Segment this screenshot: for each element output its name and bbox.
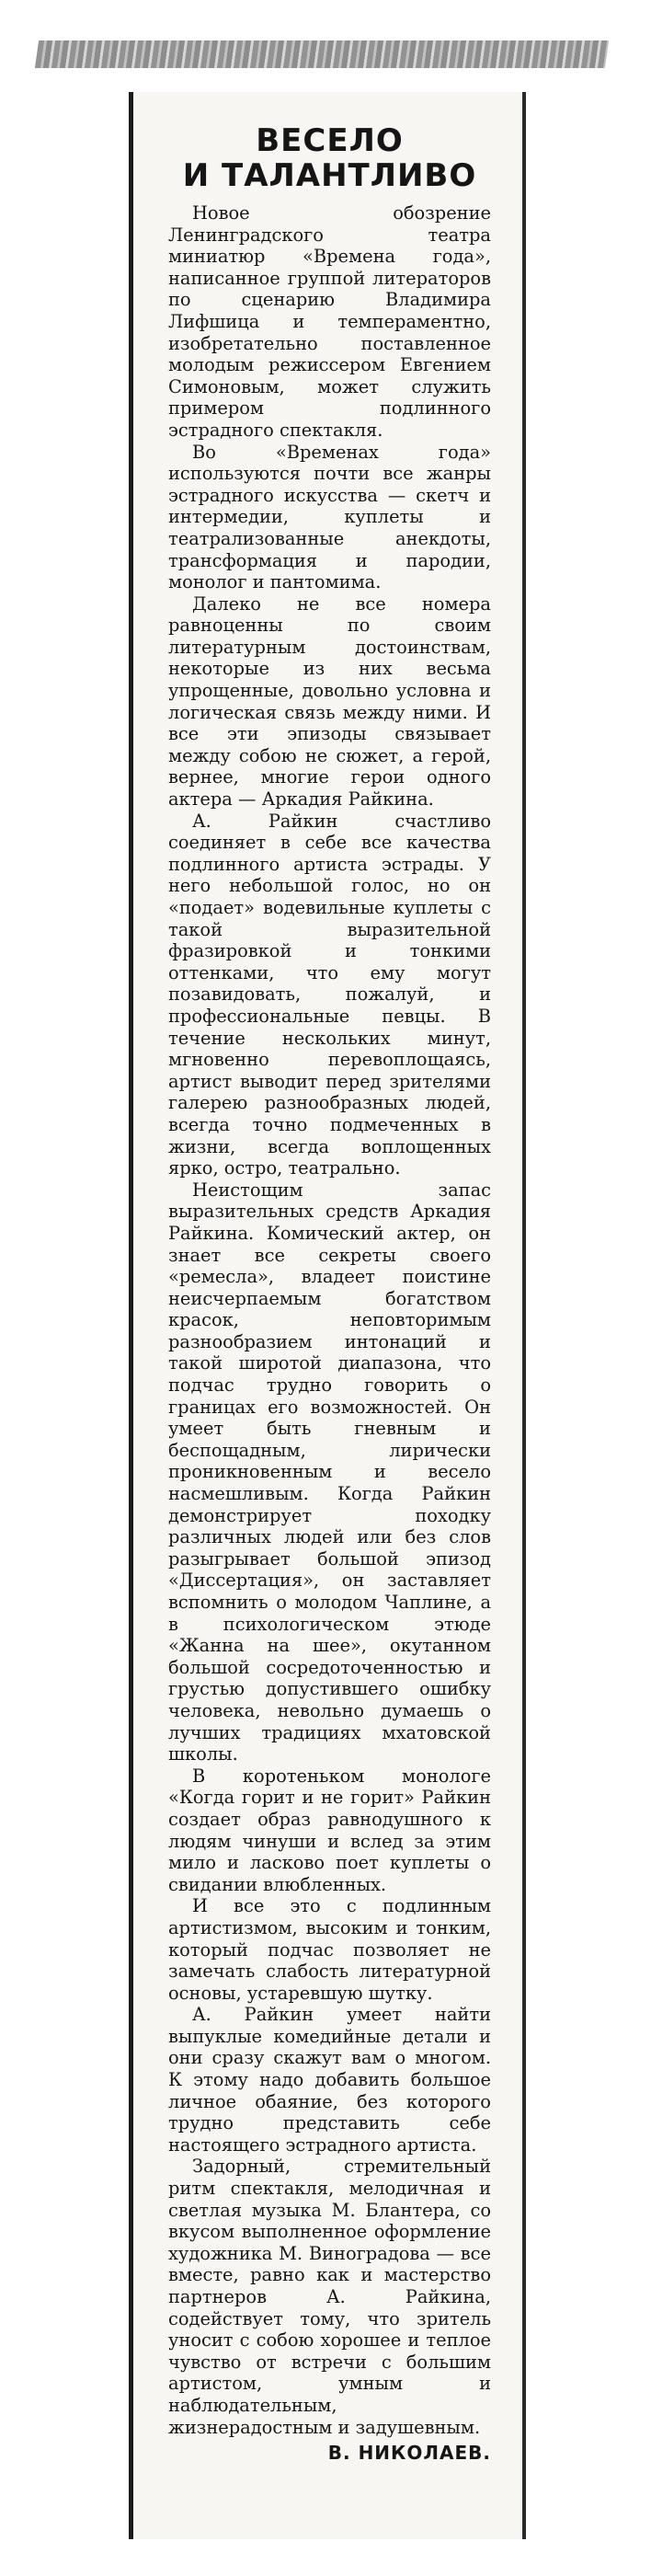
author-signature: В. НИКОЛАЕВ. [327,2442,491,2465]
clipping-top-edge [35,40,609,68]
paragraph-8: А. Райкин умеет найти выпуклые комедийные детали и они сразу скажут вам о многом. К этому надо добавить большое личное обаяние, без которого трудно представить себе настоящего эстрадного артиста. [168,2004,491,2156]
paragraph-4: А. Райкин счастливо соединяет в себе все качества подлинного артиста эстрады. У него небольшой голос, но он «подает» водевильные куплеты с такой выразительной фразировкой и тонкими оттенками, что ему могут позавидовать, пожалуй, и профессиональные певцы. В течение нескольких минут, мгновенно перевоплощаясь, артист выводит перед зрителями галерею разнообразных людей, всегда точно подмеченных в жизни, всегда воплощенных ярко, остро, театрально. [168,810,491,1179]
newspaper-clipping [129,92,526,2539]
paragraph-9: Задорный, стремительный ритм спектакля, мелодичная и светлая музыка М. Блантера, со вкусом выполненное оформление художника М. Виноградова — все вместе, равно как и мастерство партнеров А. Райкина, содействует тому, что зритель уносит с собою хорошее и теплое чувство от встречи с большим артистом, умным и наблюдательным, жизнерадостным и задушевным. [168,2156,491,2438]
paragraph-7: И все это с подлинным артистизмом, высоким и тонким, который подчас позволяет не замечать слабость литературной основы, устаревшую шутку. [168,1895,491,2004]
headline-line-2: И ТАЛАНТЛИВО [182,157,477,194]
article-body [168,202,491,2438]
paragraph-6: В коротеньком монологе «Когда горит и не горит» Райкин создает образ равнодушного к людям чинуши и вслед за этим мило и ласково поет куплеты о свидании влюбленных. [168,1765,491,1895]
headline-line-1: ВЕСЕЛО [256,122,404,159]
paragraph-1: Новое обозрение Ленинградского театра миниатюр «Времена года», написанное группой литераторов по сценарию Владимира Лифшица и темпераментно, изобретательно поставленное молодым режиссером Евгением Симоновым, может служить примером подлинного эстрадного спектакля. [168,202,491,441]
paragraph-3: Далеко не все номера равноценны по своим литературным достоинствам, некоторые из них весьма упрощенные, довольно условна и логическая связь между ними. И все эти эпизоды связывает между собою не сюжет, а герой, вернее, многие герои одного актера — Аркадия Райкина. [168,592,491,811]
paragraph-2: Во «Временах года» используются почти все жанры эстрадного искусства — скетч и интермедии, куплеты и театрализованные анекдоты, трансформация и пародии, монолог и пантомима. [168,441,491,593]
paragraph-5: Неистощим запас выразительных средств Аркадия Райкина. Комический актер, он знает все секреты своего «ремесла», владеет поистине неисчерпаемым богатством красок, неповторимым разнообразием интонаций и такой широтой диапазона, что подчас трудно говорить о границах его возможностей. Он умеет быть гневным и беспощадным, лирически проникновенным и весело насмешливым. Когда Райкин демонстрирует походку различных людей или без слов разыгрывает большой эпизод «Диссертация», он заставляет вспомнить о молодом Чаплине, а в психологическом этюде «Жанна на шее», окутанном большой сосредоточенностью и грустью допустившего ошибку человека, невольно думаешь о лучших традициях мхатовской школы. [168,1179,491,1765]
headline [168,123,491,193]
